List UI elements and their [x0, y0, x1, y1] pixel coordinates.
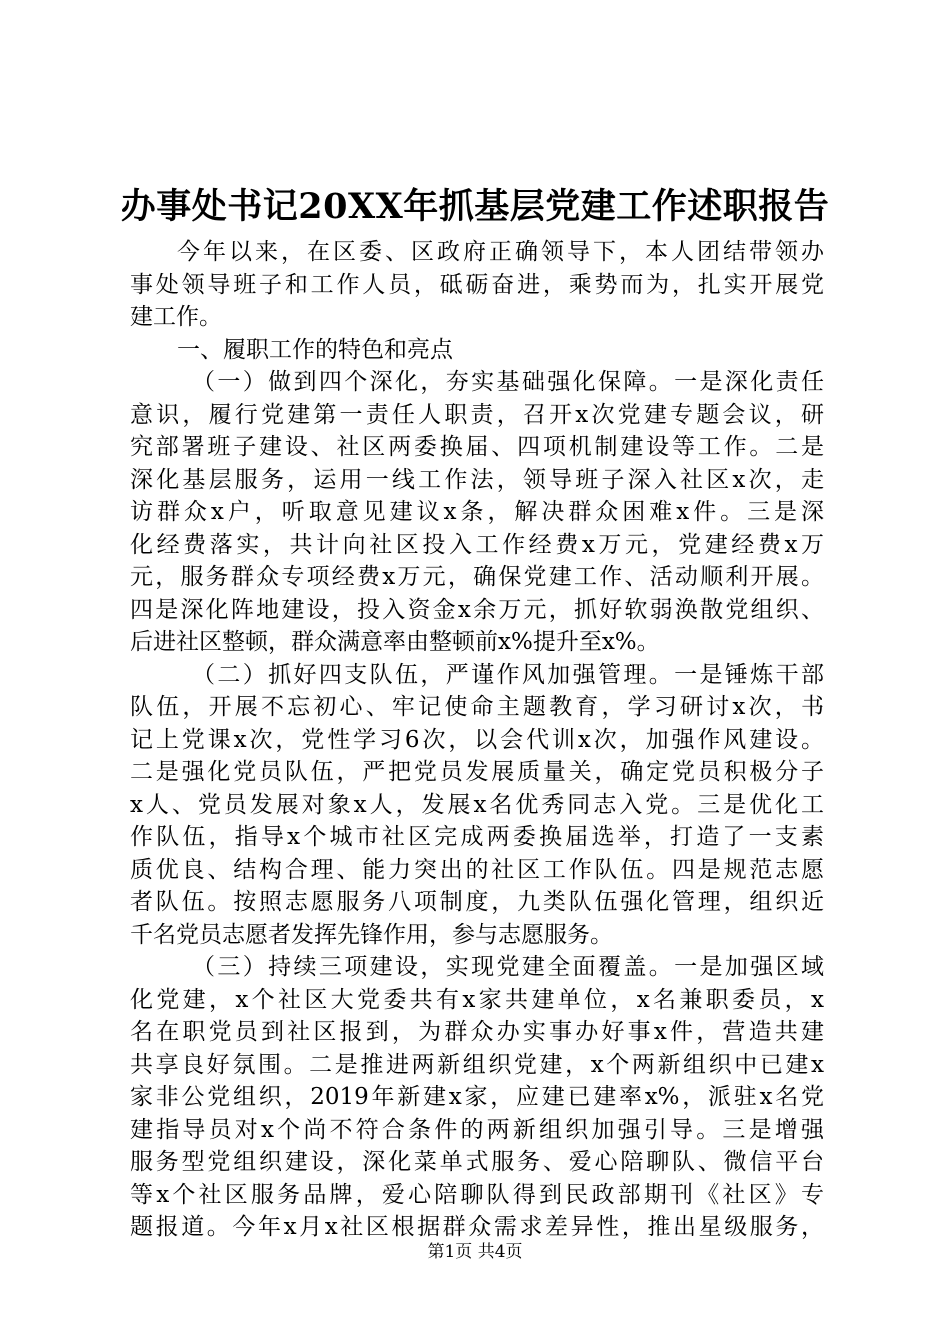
text-line: 名在职党员到社区报到，为群众办实事办好事x件，营造共建 — [130, 1019, 824, 1045]
text-line: 化经费落实，共计向社区投入工作经费x万元，党建经费x万 — [130, 531, 824, 558]
text-line: x人、党员发展对象x人，发展x名优秀同志入党。三是优化工 — [130, 791, 824, 818]
text-line: 队伍，开展不忘初心、牢记使命主题教育，学习研讨x次，书 — [130, 694, 824, 720]
text-line: 千名党员志愿者发挥先锋作用，参与志愿服务。 — [130, 921, 613, 948]
text-line: 究部署班子建设、社区两委换届、四项机制建设等工作。二是 — [130, 434, 824, 460]
text-line: （一）做到四个深化，夯实基础强化保障。一是深化责任 — [192, 369, 824, 395]
document-title: 办事处书记20XX年抓基层党建工作述职报告 — [120, 186, 830, 227]
text-line: （二）抓好四支队伍，严谨作风加强管理。一是锤炼干部 — [192, 661, 824, 688]
text-line: 意识，履行党建第一责任人职责，召开x次党建专题会议，研 — [130, 401, 824, 428]
text-line: （三）持续三项建设，实现党建全面覆盖。一是加强区域 — [192, 954, 824, 980]
text-line: 建指导员对x个尚不符合条件的两新组织加强引导。三是增强 — [130, 1116, 824, 1143]
text-line: 二是强化党员队伍，严把党员发展质量关，确定党员积极分子 — [130, 759, 824, 785]
text-line: 家非公党组织，2019年新建x家，应建已建率x%，派驻x名党 — [130, 1084, 824, 1110]
text-line: 题报道。今年x月x社区根据群众需求差异性，推出星级服务， — [130, 1214, 824, 1240]
section-heading: 一、履职工作的特色和亮点 — [177, 336, 453, 363]
text-line: 共享良好氛围。二是推进两新组织党建，x个两新组织中已建x — [130, 1051, 824, 1078]
text-line: 等x个社区服务品牌，爱心陪聊队得到民政部期刊《社区》专 — [130, 1181, 824, 1208]
text-line: 元，服务群众专项经费x万元，确保党建工作、活动顺利开展。 — [130, 564, 824, 590]
page-number-footer: 第1页 共4页 — [427, 1242, 523, 1262]
text-line: 访群众x户，听取意见建议x条，解决群众困难x件。三是深 — [130, 499, 824, 525]
text-line: 深化基层服务，运用一线工作法，领导班子深入社区x次，走 — [130, 466, 824, 493]
text-line: 四是深化阵地建设，投入资金x余万元，抓好软弱涣散党组织、 — [130, 596, 824, 623]
text-line: 者队伍。按照志愿服务八项制度，九类队伍强化管理，组织近 — [130, 889, 824, 915]
text-line: 记上党课x次，党性学习6次，以会代训x次，加强作风建设。 — [130, 726, 824, 753]
text-line: 建工作。 — [130, 304, 222, 330]
text-line: 后进社区整顿，群众满意率由整顿前x%提升至x%。 — [130, 629, 660, 655]
text-line: 事处领导班子和工作人员，砥砺奋进，乘势而为，扎实开展党 — [130, 271, 824, 298]
text-line: 化党建，x个社区大党委共有x家共建单位，x名兼职委员，x — [130, 986, 824, 1013]
text-line: 今年以来，在区委、区政府正确领导下，本人团结带领办 — [177, 239, 824, 265]
text-line: 质优良、结构合理、能力突出的社区工作队伍。四是规范志愿 — [130, 856, 824, 883]
text-line: 作队伍，指导x个城市社区完成两委换届选举，打造了一支素 — [130, 824, 824, 850]
text-line: 服务型党组织建设，深化菜单式服务、爱心陪聊队、微信平台 — [130, 1149, 824, 1175]
document-body — [130, 236, 824, 1244]
